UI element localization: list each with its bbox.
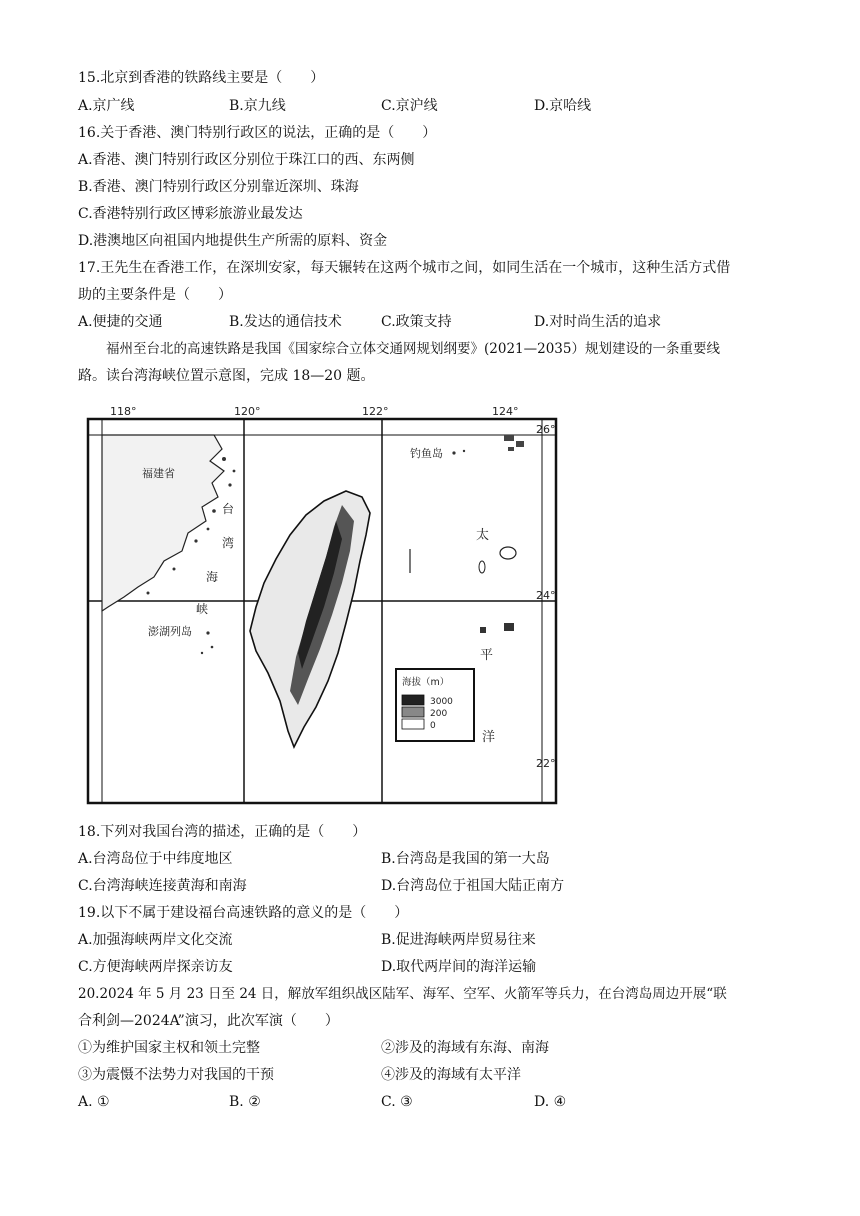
q16-option-a: A.香港、澳门特别行政区分别位于珠江口的西、东两侧 [78,152,415,168]
q15-option-c: C.京沪线 [381,98,438,114]
q18-stem: 18.下列对我国台湾的描述，正确的是（ ） [78,824,367,840]
q17-option-a: A.便捷的交通 [78,314,163,330]
q20-option-c: C. ③ [381,1094,413,1110]
q19-option-a: A.加强海峡两岸文化交流 [78,932,233,948]
q16-option-d: D.港澳地区向祖国内地提供生产所需的原料、资金 [78,233,388,249]
q20-statement-2: ②涉及的海域有东海、南海 [381,1040,549,1056]
legend-swatch-high [402,695,424,705]
q17-option-c: C.政策支持 [381,314,452,330]
label-ocean-1: 太 [476,528,490,543]
intro-line2: 路。读台湾海峡位置示意图，完成 18—20 题。 [78,368,375,384]
islet-east-1 [500,547,516,559]
label-penghu: 澎湖列岛 [148,625,192,638]
legend-swatch-low [402,719,424,729]
q20-option-d: D. ④ [534,1094,567,1110]
q20-stem-line2: 合利剑—2024A”演习，此次军演（ ） [78,1013,339,1029]
q20-option-b: B. ② [229,1094,261,1110]
q19-option-c: C.方便海峡两岸探亲访友 [78,959,233,975]
legend-item-0: 0 [430,721,436,731]
legend-swatch-mid [402,707,424,717]
q15-option-d: D.京哈线 [534,98,592,114]
legend-item-200: 200 [430,709,448,719]
q20-stem-line1: 20.2024 年 5 月 23 日至 24 日，解放军组织战区陆军、海军、空军、火箭军等兵力，在台湾岛周边开展“联 [78,986,727,1002]
q17-option-b: B.发达的通信技术 [229,314,342,330]
q19-stem: 19.以下不属于建设福台高速铁路的意义的是（ ） [78,905,409,921]
q16-stem: 16.关于香港、澳门特别行政区的说法，正确的是（ ） [78,125,437,141]
q16-option-b: B.香港、澳门特别行政区分别靠近深圳、珠海 [78,179,359,195]
q20-statement-3: ③为震慑不法势力对我国的干预 [78,1067,274,1083]
legend-item-3000: 3000 [430,697,453,707]
q18-option-b: B.台湾岛是我国的第一大岛 [381,851,550,867]
q15-option-a: A.京广线 [78,98,135,114]
intro-line1: 福州至台北的高速铁路是我国《国家综合立体交通网规划纲要》(2021—2035）规划建设的一条重要线 [106,341,720,357]
q17-option-d: D.对时尚生活的追求 [534,314,662,330]
q17-stem-line1: 17.王先生在香港工作，在深圳安家，每天辗转在这两个城市之间，如同生活在一个城市，这种生活方式借 [78,260,731,276]
q20-option-a: A. ① [78,1094,110,1110]
label-fujian: 福建省 [142,467,175,480]
q19-option-b: B.促进海峡两岸贸易往来 [381,932,536,948]
taiwan-strait-map [84,401,560,805]
islet-east-2 [479,561,485,573]
lon-label-118: 118° [110,405,137,418]
label-strait-3: 海 [206,570,219,584]
legend-title: 海拔（m） [402,677,450,688]
lon-label-124: 124° [492,405,519,418]
q20-statement-4: ④涉及的海域有太平洋 [381,1067,521,1083]
q18-option-a: A.台湾岛位于中纬度地区 [78,851,233,867]
q20-statement-1: ①为维护国家主权和领土完整 [78,1040,260,1056]
lat-label-26: 26° [536,423,556,436]
q18-option-c: C.台湾海峡连接黄海和南海 [78,878,247,894]
label-ocean-2: 平 [480,648,494,663]
label-strait-1: 台 [222,502,235,516]
label-diaoyu: 钓鱼岛 [410,447,443,460]
q15-option-b: B.京九线 [229,98,286,114]
q18-option-d: D.台湾岛位于祖国大陆正南方 [381,878,565,894]
q19-option-d: D.取代两岸间的海洋运输 [381,959,537,975]
lat-label-24: 24° [536,589,556,602]
lat-label-22: 22° [536,757,556,770]
label-strait-4: 峡 [196,602,209,616]
lon-label-120: 120° [234,405,261,418]
q15-stem: 15.北京到香港的铁路线主要是（ ） [78,70,325,86]
label-strait-2: 湾 [222,536,235,550]
lon-label-122: 122° [362,405,389,418]
map-svg [84,401,560,805]
label-ocean-3: 洋 [482,730,496,745]
q16-option-c: C.香港特别行政区博彩旅游业最发达 [78,206,303,222]
q17-stem-line2: 助的主要条件是（ ） [78,287,232,303]
